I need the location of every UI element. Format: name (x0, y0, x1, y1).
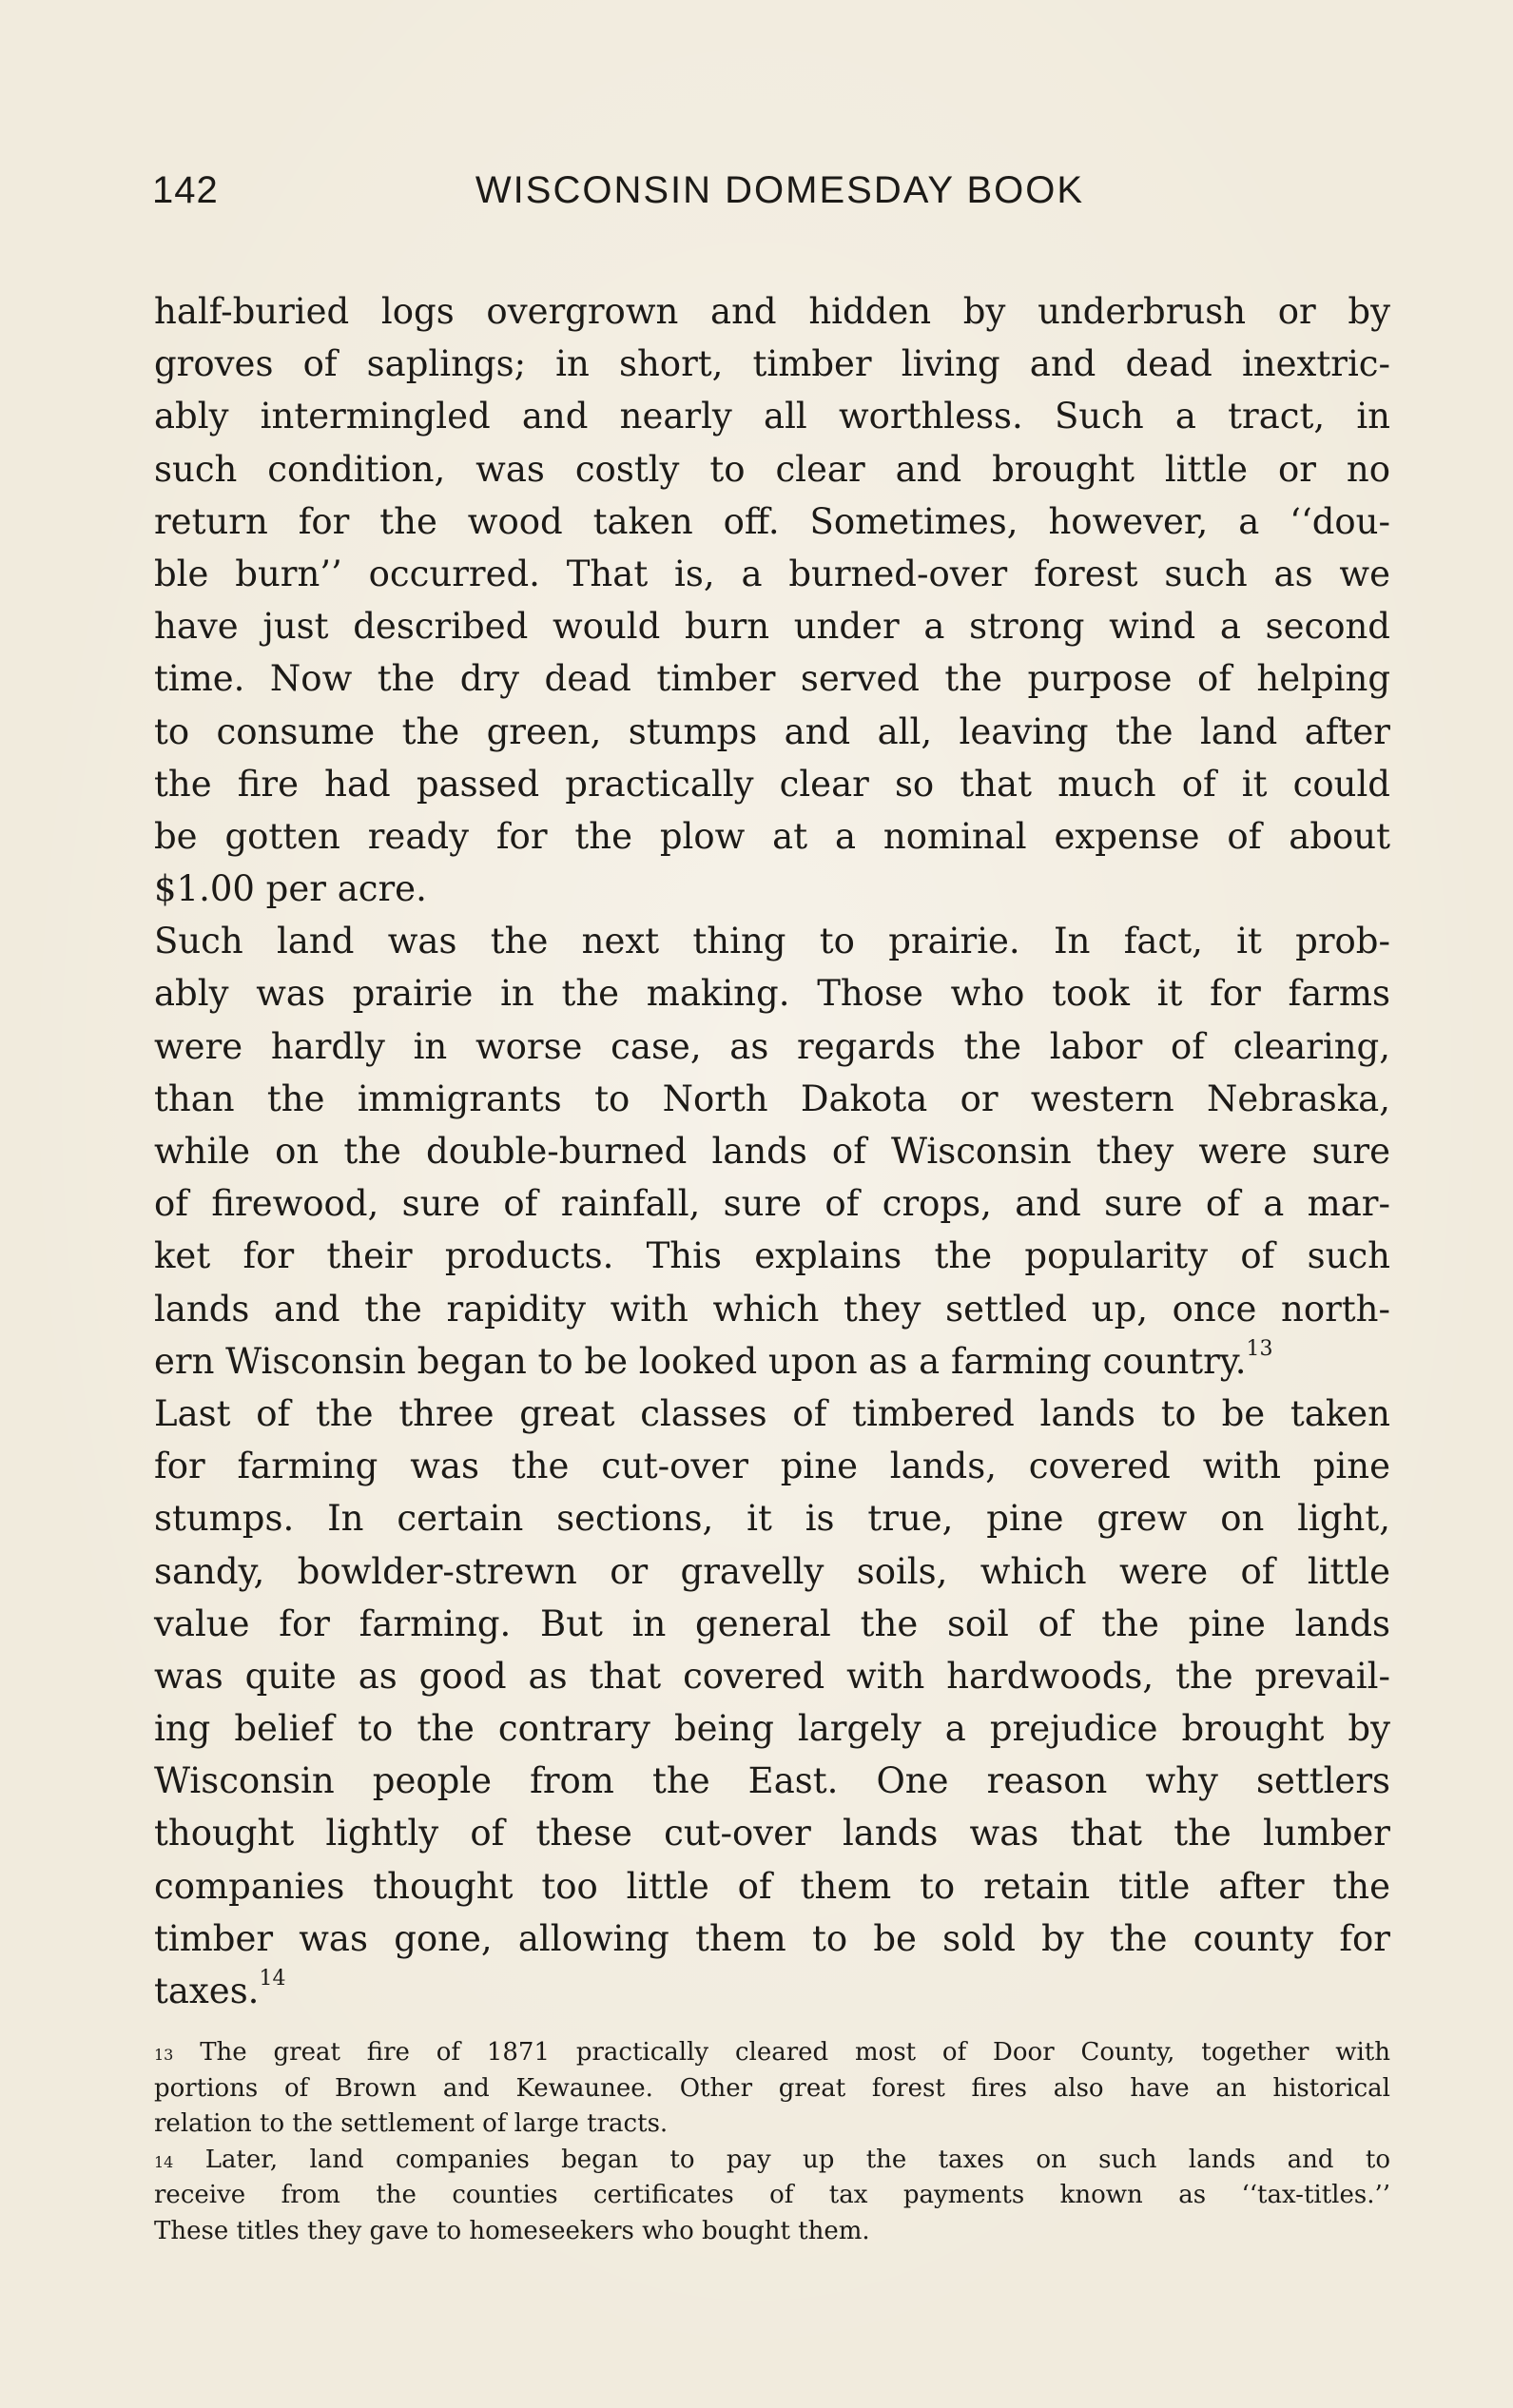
footnote-line: These titles they gave to homeseekers who bought them. (154, 2216, 870, 2245)
footnote-line: portions of Brown and Kewaunee. Other great forest fires also have an historical (154, 2073, 1390, 2103)
paragraph (154, 1388, 1390, 2017)
text-line: lands and the rapidity with which they settled up, once north- (154, 1288, 1390, 1330)
page-number: 142 (152, 169, 219, 211)
footnote-mark: 14 (154, 2152, 174, 2171)
text-line: $1.00 per acre. (154, 868, 427, 910)
footnote-reference[interactable]: 14 (259, 1967, 286, 1990)
text-line: value for farming. But in general the soil of the pine lands (154, 1602, 1390, 1644)
running-title: WISCONSIN DOMESDAY BOOK (475, 169, 1085, 211)
text-line: have just described would burn under a strong wind a second (154, 606, 1390, 648)
text-line (154, 1335, 1390, 1388)
text-line: Wisconsin people from the East. One reason why settlers (154, 1760, 1390, 1802)
page-header (152, 169, 1407, 236)
footnote-line-content: Later, land companies began to pay up the taxes on such lands and to (204, 2145, 1391, 2174)
text-line: timber was gone, allowing them to be sold by the county for (154, 1917, 1390, 1959)
text-line: companies thought too little of them to retain title after the (154, 1865, 1390, 1907)
text-line: ble burn’’ occurred. That is, a burned-over forest such as we (154, 553, 1390, 594)
text-line: ably intermingled and nearly all worthless. Such a tract, in (154, 396, 1390, 437)
text-line: were hardly in worse case, as regards the labor of clearing, (154, 1025, 1390, 1067)
text-line: thought lightly of these cut-over lands was that the lumber (154, 1813, 1390, 1855)
footnote (154, 2143, 1390, 2250)
text-line: was quite as good as that covered with hardwoods, the prevail- (154, 1655, 1390, 1697)
paragraph (154, 285, 1390, 915)
body-text (154, 285, 1390, 2017)
text-line: ing belief to the contrary being largely a prejudice brought by (154, 1708, 1390, 1750)
text-line: stumps. In certain sections, it is true, pine grew on light, (154, 1498, 1390, 1540)
footnote (154, 2035, 1390, 2143)
text-line: to consume the green, stumps and all, leaving the land after (154, 710, 1390, 752)
footnote-line (154, 2143, 1390, 2179)
paragraph (154, 915, 1390, 1388)
text-line: time. Now the dry dead timber served the purpose of helping (154, 658, 1390, 700)
text-line: groves of saplings; in short, timber living and dead inextric- (154, 343, 1390, 385)
text-line: return for the wood taken off. Sometimes, however, a ‘‘dou- (154, 500, 1390, 542)
text-line-content: taxes. (154, 1971, 260, 2011)
text-line-content: ern Wisconsin began to be looked upon as a farming country. (154, 1340, 1247, 1382)
text-line: ably was prairie in the making. Those who took it for farms (154, 973, 1390, 1015)
text-line: be gotten ready for the plow at a nominal expense of about (154, 815, 1390, 857)
footnotes (154, 2035, 1390, 2249)
footnote-line: relation to the settlement of large tracts. (154, 2109, 669, 2138)
text-line: than the immigrants to North Dakota or western Nebraska, (154, 1078, 1390, 1119)
text-line: of firewood, sure of rainfall, sure of crops, and sure of a mar- (154, 1183, 1390, 1225)
text-line: ket for their products. This explains the popularity of such (154, 1235, 1390, 1277)
text-line: Such land was the next thing to prairie. In fact, it prob- (154, 921, 1390, 962)
text-line: sandy, bowlder-strewn or gravelly soils, which were of little (154, 1550, 1390, 1592)
footnote-reference[interactable]: 13 (1246, 1336, 1273, 1361)
footnote-line-content: The great fire of 1871 practically cleared most of Door County, together with (200, 2038, 1391, 2067)
text-line: half-buried logs overgrown and hidden by underbrush or by (154, 291, 1390, 332)
text-line: the fire had passed practically clear so that much of it could (154, 763, 1390, 805)
text-line: for farming was the cut-over pine lands, covered with pine (154, 1446, 1390, 1487)
text-line (154, 1965, 1390, 2017)
footnote-line (154, 2035, 1390, 2071)
footnote-mark: 13 (154, 2046, 174, 2064)
footnote-line: receive from the counties certificates of tax payments known as ‘‘tax-titles.’’ (154, 2181, 1390, 2209)
text-line: while on the double-burned lands of Wisconsin they were sure (154, 1131, 1390, 1172)
text-line: Last of the three great classes of timbered lands to be taken (154, 1392, 1390, 1434)
text-line: such condition, was costly to clear and brought little or no (154, 448, 1390, 490)
